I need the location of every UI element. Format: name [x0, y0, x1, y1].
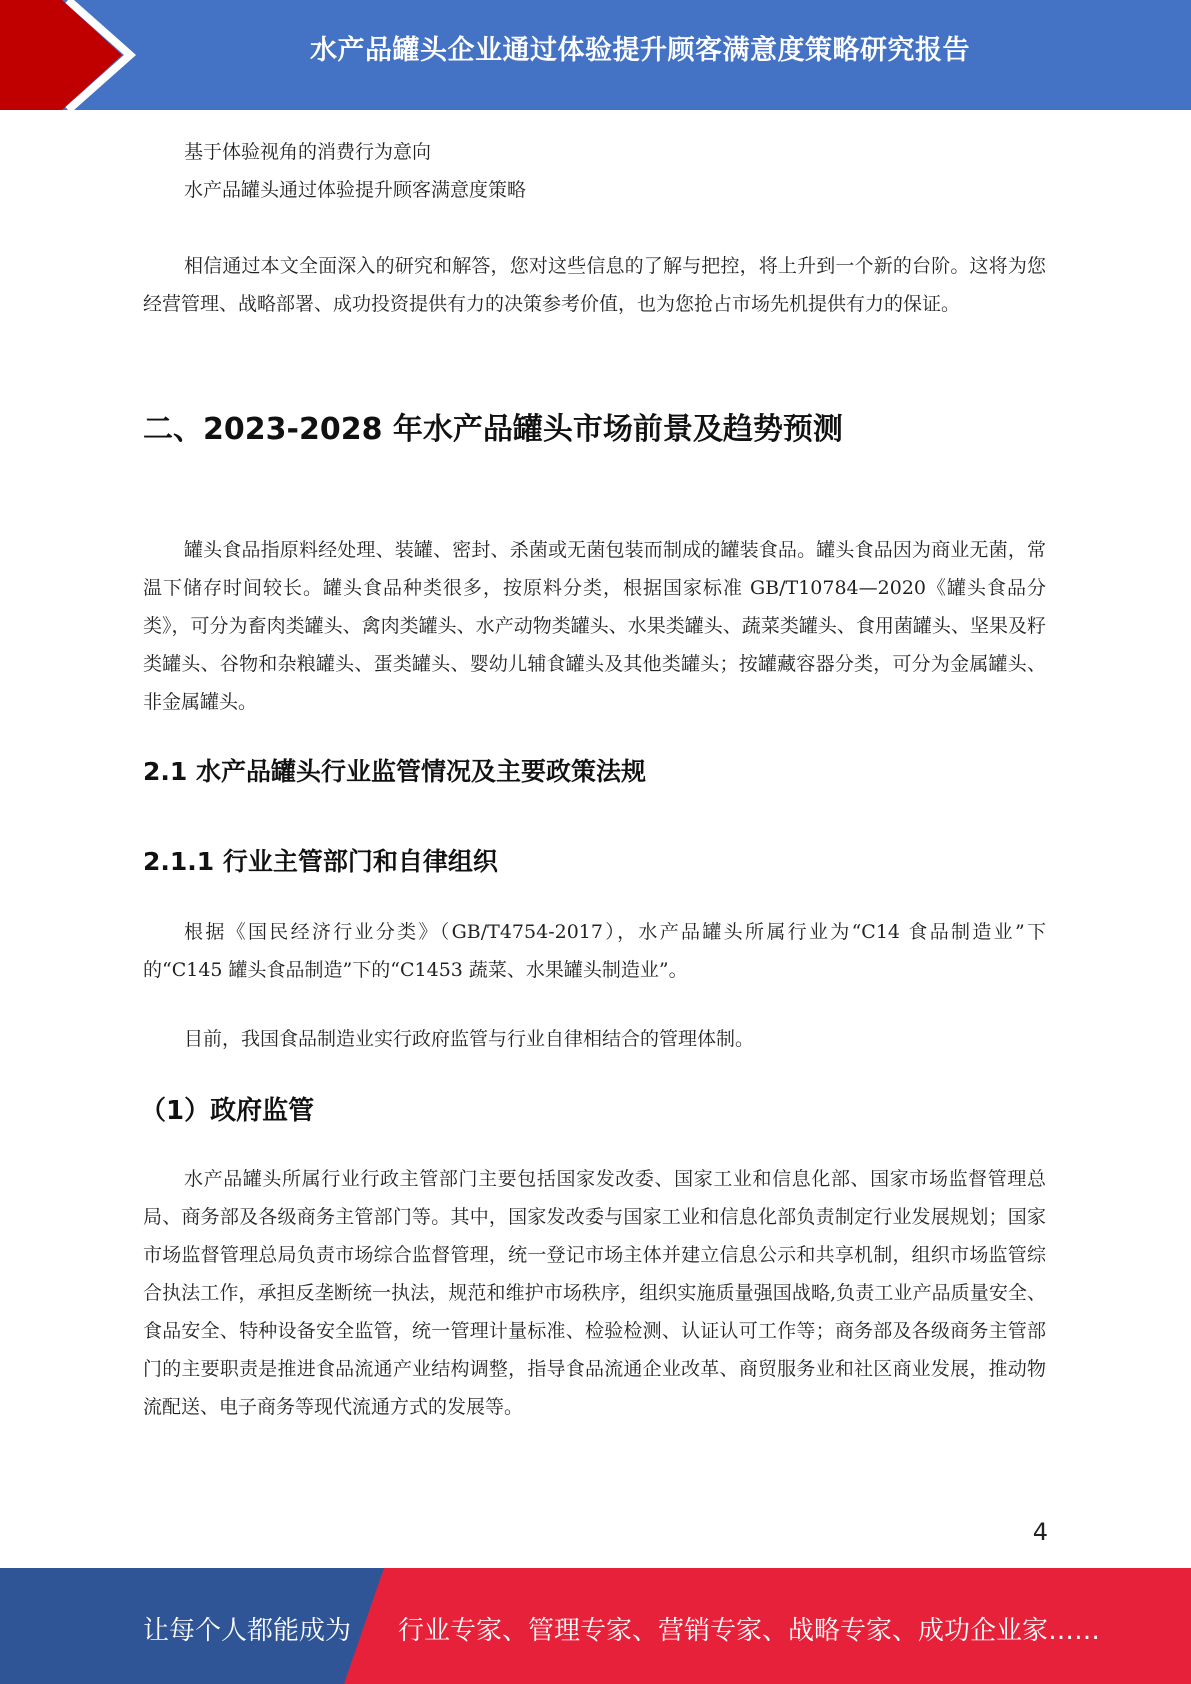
gov-paragraph: 水产品罐头所属行业行政主管部门主要包括国家发改委、国家工业和信息化部、国家市场监督管理总局、商务部及各级商务主管部门等。其中，国家发改委与国家工业和信息化部负责制定行业发展规划；国家市场监督管理总局负责市场综合监督管理，统一登记市场主体并建立信息公示和共享机制，组织市场监管综合执法工作，承担反垄断统一执法，规范和维护市场秩序，组织实施质量强国战略,负责工业产品质量安全、食品安全、特种设备安全监管，统一管理计量标准、检验检测、认证认可工作等；商务部及各级商务主管部门的主要职责是推进食品流通产业结构调整，指导食品流通企业改革、商贸服务业和社区商业发展，推动物流配送、电子商务等现代流通方式的发展等。 [143, 1168, 1046, 1418]
section-paragraph: 罐头食品指原料经处理、装罐、密封、杀菌或无菌包装而制成的罐装食品。罐头食品因为商业无菌，常温下储存时间较长。罐头食品种类很多，按原料分类，根据国家标准 GB/T10784—2020《罐头食品分类》，可分为畜肉类罐头、禽肉类罐头、水产动物类罐头、水果类罐头、蔬菜类罐头、食用菌罐头、坚果及籽类罐头、谷物和杂粮罐头、蛋类罐头、婴幼儿辅食罐头及其他类罐头；按罐藏容器分类，可分为金属罐头、非金属罐头。 [143, 539, 1046, 713]
system-block [143, 1020, 1046, 1058]
footer-slogan-left: 让每个人都能成为 [143, 1616, 352, 1646]
section-title: 二、2023-2028 年水产品罐头市场前景及趋势预测 [143, 412, 843, 447]
subsubsection-title: 2.1.1 行业主管部门和自律组织 [143, 847, 498, 876]
toc-item: 基于体验视角的消费行为意向 [184, 141, 432, 163]
header-arrow-decoration [0, 0, 160, 110]
report-title: 水产品罐头企业通过体验提升顾客满意度策略研究报告 [310, 35, 970, 66]
page-footer [0, 1568, 1191, 1684]
page-number: 4 [1032, 1518, 1048, 1546]
gov-title: （1）政府监管 [140, 1096, 315, 1126]
classification-block [143, 913, 1046, 989]
classification-paragraph: 根据《国民经济行业分类》（GB/T4754-2017），水产品罐头所属行业为“C14 食品制造业”下的“C145 罐头食品制造”下的“C1453 蔬菜、水果罐头制造业”。 [143, 921, 1046, 981]
toc-list [143, 133, 1046, 209]
section-body [143, 531, 1046, 721]
subsection-title: 2.1 水产品罐头行业监管情况及主要政策法规 [143, 757, 646, 786]
system-paragraph: 目前，我国食品制造业实行政府监管与行业自律相结合的管理体制。 [184, 1028, 755, 1050]
gov-block [143, 1160, 1046, 1426]
footer-slogan-right: 行业专家、管理专家、营销专家、战略专家、成功企业家…… [398, 1616, 1101, 1646]
intro-paragraph: 相信通过本文全面深入的研究和解答，您对这些信息的了解与把控，将上升到一个新的台阶。这将为您经营管理、战略部署、成功投资提供有力的决策参考价值，也为您抢占市场先机提供有力的保证。 [143, 255, 1046, 315]
page-header [0, 0, 1191, 110]
toc-item: 水产品罐头通过体验提升顾客满意度策略 [184, 179, 527, 201]
intro-block [143, 247, 1046, 323]
